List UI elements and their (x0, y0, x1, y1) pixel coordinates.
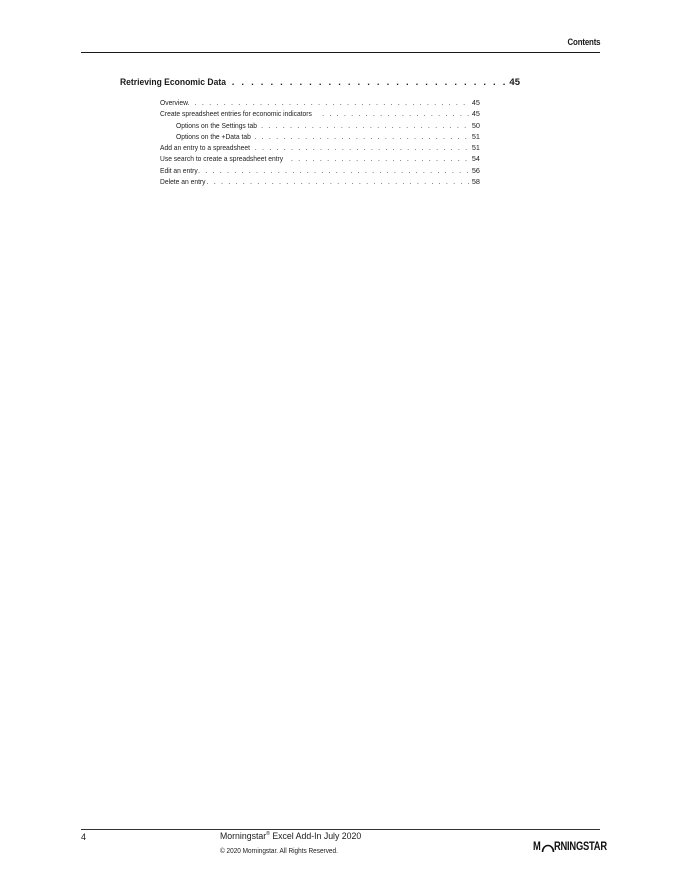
toc-entry-label: Delete an entry (160, 177, 206, 187)
toc-entry-page: 56 (471, 165, 480, 175)
footer-product-name: Morningstar (220, 831, 267, 843)
toc-entry[interactable] (160, 142, 480, 153)
toc-entry-page: 50 (471, 120, 480, 130)
trademark-symbol: ® (266, 831, 270, 837)
toc-entry-label: Overview (160, 98, 188, 107)
toc-entry-leader (255, 142, 469, 153)
toc-entry-label: Add an entry to a spreadsheet (160, 143, 250, 153)
toc-entry-leader (207, 176, 469, 187)
toc-entry-page: 51 (471, 131, 480, 141)
toc-entry-leader (261, 120, 469, 131)
toc-entry[interactable] (160, 108, 480, 119)
footer-document-title (220, 831, 361, 842)
toc-entry-leader (291, 153, 469, 164)
toc-heading-leader (232, 77, 506, 88)
toc-entry-label: Edit an entry (160, 165, 198, 175)
toc-entry[interactable] (160, 153, 480, 164)
footer-rule (81, 829, 600, 830)
toc-entry-leader (322, 108, 469, 119)
section-header-label: Contents (567, 37, 600, 47)
toc-heading[interactable] (120, 77, 520, 88)
toc-entry-page: 45 (471, 109, 480, 119)
toc-entry-label: Create spreadsheet entries for economic indicators (160, 109, 312, 119)
toc-entry-page: 45 (471, 98, 480, 107)
footer-product-suffix: Excel Add-In July 2020 (269, 831, 362, 843)
toc-entry-list (160, 97, 480, 187)
toc-entry-label: Options on the Settings tab (176, 120, 257, 130)
toc-entry-page: 51 (471, 143, 480, 153)
logo-arc-icon (541, 840, 555, 853)
toc-entry-page: 54 (471, 154, 480, 164)
toc-entry-leader (254, 131, 469, 142)
logo-letter-m: M (533, 839, 541, 853)
header-rule (81, 52, 600, 53)
toc-heading-label: Retrieving Economic Data (120, 77, 226, 88)
toc-heading-page: 45 (509, 77, 520, 88)
footer-page-number: 4 (81, 832, 87, 842)
footer-copyright: © 2020 Morningstar. All Rights Reserved. (220, 848, 338, 855)
toc-entry-leader (187, 97, 468, 108)
toc-subentry[interactable] (160, 131, 480, 142)
logo-letters-rest: RNINGSTAR (553, 839, 607, 853)
toc-entry[interactable] (160, 97, 480, 108)
toc-entry-label: Use search to create a spreadsheet entry (160, 154, 284, 164)
toc-entry-page: 58 (471, 177, 480, 187)
toc-entry-label: Options on the +Data tab (176, 131, 251, 141)
toc-subentry[interactable] (160, 120, 480, 131)
toc-entry[interactable] (160, 165, 480, 176)
toc-entry[interactable] (160, 176, 480, 187)
toc-entry-leader (198, 165, 469, 176)
morningstar-logo (533, 839, 621, 853)
